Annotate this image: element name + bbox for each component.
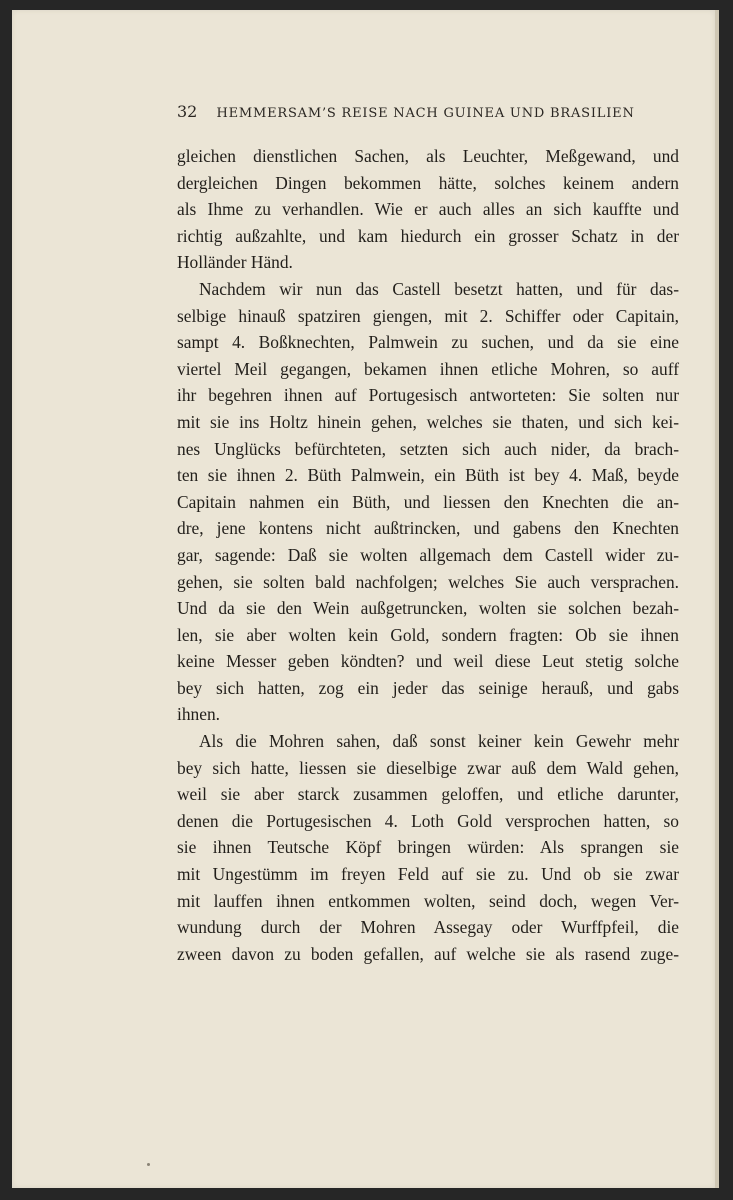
text-line: zween davon zu boden gefallen, auf welche sie als rasend zuge-	[177, 943, 679, 964]
text-line: selbige hinauß spatziren giengen, mit 2. Schiffer oder Capitain,	[177, 305, 679, 326]
text-line: wundung durch der Mohren Assegay oder Wurffpfeil, die	[177, 917, 679, 938]
text-line: richtig außzahlte, und kam hiedurch ein grosser Schatz in der	[177, 225, 679, 246]
text-line: nes Unglücks befürchteten, setzten sich auch nider, da brach-	[177, 438, 679, 459]
text-line: Capitain nahmen ein Büth, und liessen den Knechten die an-	[177, 491, 679, 512]
text-line: denen die Portugesischen 4. Loth Gold versprochen hatten, so	[177, 810, 679, 831]
text-line: als Ihme zu verhandlen. Wie er auch alles an sich kauffte und	[177, 199, 679, 220]
text-line: dre, jene kontens nicht außtrincken, und gabens den Knechten	[177, 518, 679, 539]
text-line: mit sie ins Holtz hinein gehen, welches sie thaten, und sich kei-	[177, 411, 679, 432]
paper-speck	[147, 1163, 150, 1166]
text-line: gehen, sie solten bald nachfolgen; welches Sie auch versprachen.	[177, 571, 679, 592]
text-line: keine Messer geben köndten? und weil diese Leut stetig solche	[177, 651, 679, 672]
text-line: bey sich hatte, liessen sie dieselbige zwar auß dem Wald gehen,	[177, 757, 679, 778]
body-text	[177, 143, 679, 967]
page-number: 32	[177, 102, 198, 121]
text-line: dergleichen Dingen bekommen hätte, solches keinem andern	[177, 172, 679, 193]
text-line: Als die Mohren sahen, daß sonst keiner kein Gewehr mehr	[199, 731, 679, 752]
page-edge	[715, 10, 719, 1188]
text-line: weil sie aber starck zusammen geloffen, und etliche darunter,	[177, 784, 679, 805]
running-title: HEMMERSAM’S REISE NACH GUINEA UND BRASILIEN	[216, 106, 635, 121]
text-line: sampt 4. Boßknechten, Palmwein zu suchen, und da sie eine	[177, 332, 679, 353]
text-line: bey sich hatten, zog ein jeder das seinige herauß, und gabs	[177, 677, 679, 698]
text-line: mit Ungestümm im freyen Feld auf sie zu. Und ob sie zwar	[177, 864, 679, 885]
running-head	[177, 102, 677, 121]
text-line: viertel Meil gegangen, bekamen ihnen etliche Mohren, so auff	[177, 358, 679, 379]
text-line: gar, sagende: Daß sie wolten allgemach dem Castell wider zu-	[177, 544, 679, 565]
text-line: ten sie ihnen 2. Büth Palmwein, ein Büth ist bey 4. Maß, beyde	[177, 465, 679, 486]
text-line: mit lauffen ihnen entkommen wolten, seind doch, wegen Ver-	[177, 890, 679, 911]
text-line: ihr begehren ihnen auf Portugesisch antworteten: Sie solten nur	[177, 385, 679, 406]
text-line: sie ihnen Teutsche Köpf bringen würden: Als sprangen sie	[177, 837, 679, 858]
text-line: gleichen dienstlichen Sachen, als Leuchter, Meßgewand, und	[177, 146, 679, 166]
text-line: len, sie aber wolten kein Gold, sondern fragten: Ob sie ihnen	[177, 624, 679, 645]
text-line: Und da sie den Wein außgetruncken, wolten sie solchen bezah-	[177, 598, 679, 619]
text-line: ihnen.	[177, 704, 220, 725]
text-line: Nachdem wir nun das Castell besetzt hatten, und für das-	[199, 278, 679, 299]
text-line: Holländer Händ.	[177, 252, 293, 273]
